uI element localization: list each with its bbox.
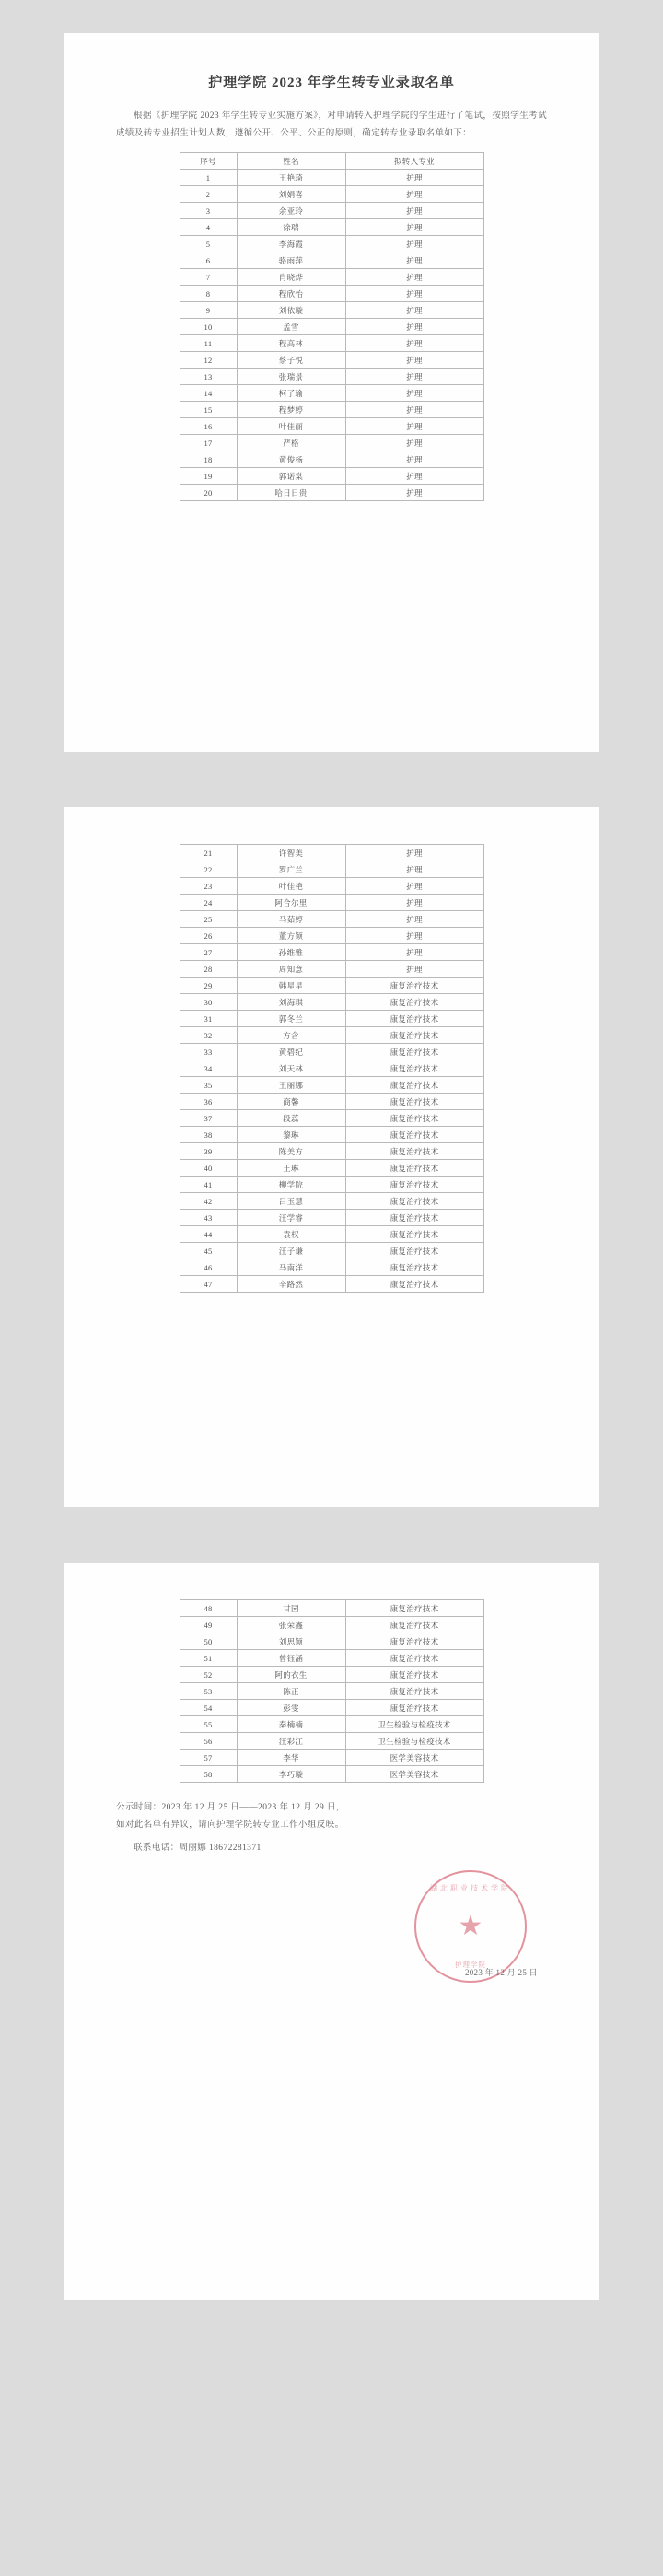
cell-no: 4	[180, 219, 237, 236]
cell-no: 40	[180, 1160, 237, 1177]
cell-no: 48	[180, 1600, 237, 1617]
table-row	[180, 302, 483, 319]
cell-no: 33	[180, 1044, 237, 1060]
cell-major: 康复治疗技术	[345, 1600, 483, 1617]
cell-major: 护理	[345, 845, 483, 861]
cell-name: 程梦婷	[237, 402, 345, 418]
cell-name: 董方颖	[237, 928, 345, 944]
cell-no: 8	[180, 286, 237, 302]
cell-no: 44	[180, 1226, 237, 1243]
roster-table-page-1	[180, 152, 484, 501]
roster-body-page-3	[180, 1600, 483, 1783]
cell-name: 程高林	[237, 335, 345, 352]
cell-no: 26	[180, 928, 237, 944]
table-row	[180, 1733, 483, 1750]
table-row	[180, 1060, 483, 1077]
cell-no: 2	[180, 186, 237, 203]
cell-no: 15	[180, 402, 237, 418]
contact-line: 联系电话：周丽娜 18672281371	[134, 1844, 262, 1853]
table-row	[180, 485, 483, 501]
cell-major: 康复治疗技术	[345, 1143, 483, 1160]
cell-name: 秦楠楠	[237, 1716, 345, 1733]
table-row	[180, 1683, 483, 1700]
cell-major: 护理	[345, 352, 483, 369]
cell-major: 护理	[345, 236, 483, 252]
table-row	[180, 1750, 483, 1766]
cell-major: 护理	[345, 861, 483, 878]
cell-name: 孙维雅	[237, 944, 345, 961]
cell-major: 护理	[345, 944, 483, 961]
cell-major: 康复治疗技术	[345, 1276, 483, 1293]
cell-no: 45	[180, 1243, 237, 1259]
table-row	[180, 1716, 483, 1733]
footer-note	[116, 1799, 547, 1857]
cell-name: 甘园	[237, 1600, 345, 1617]
cell-name: 孟雪	[237, 319, 345, 335]
cell-major: 护理	[345, 369, 483, 385]
cell-name: 柯了瑜	[237, 385, 345, 402]
roster-body-page-1	[180, 170, 483, 501]
cell-name: 刘思颖	[237, 1633, 345, 1650]
table-row	[180, 1094, 483, 1110]
table-row	[180, 1077, 483, 1094]
document-page-1	[64, 33, 599, 752]
cell-major: 康复治疗技术	[345, 1633, 483, 1650]
table-header-row	[180, 153, 483, 170]
table-row	[180, 286, 483, 302]
cell-name: 肖晓烨	[237, 269, 345, 286]
cell-no: 12	[180, 352, 237, 369]
cell-no: 25	[180, 911, 237, 928]
cell-name: 陈正	[237, 1683, 345, 1700]
cell-major: 护理	[345, 402, 483, 418]
table-row	[180, 186, 483, 203]
table-row	[180, 1226, 483, 1243]
cell-major: 康复治疗技术	[345, 1193, 483, 1210]
cell-no: 21	[180, 845, 237, 861]
cell-major: 医学美容技术	[345, 1766, 483, 1783]
cell-no: 14	[180, 385, 237, 402]
cell-no: 37	[180, 1110, 237, 1127]
seal-area	[116, 1857, 547, 1996]
cell-no: 56	[180, 1733, 237, 1750]
cell-name: 马茹婷	[237, 911, 345, 928]
cell-name: 徐瑞	[237, 219, 345, 236]
cell-major: 康复治疗技术	[345, 1011, 483, 1027]
seal-top-text: 湖北职业技术学院	[430, 1884, 511, 1892]
cell-no: 55	[180, 1716, 237, 1733]
cell-name: 李华	[237, 1750, 345, 1766]
table-row	[180, 1600, 483, 1617]
table-row	[180, 944, 483, 961]
table-row	[180, 451, 483, 468]
table-row	[180, 1700, 483, 1716]
cell-no: 24	[180, 895, 237, 911]
cell-name: 柳学院	[237, 1177, 345, 1193]
cell-major: 卫生检验与检疫技术	[345, 1716, 483, 1733]
cell-major: 护理	[345, 928, 483, 944]
cell-no: 58	[180, 1766, 237, 1783]
table-row	[180, 1110, 483, 1127]
cell-no: 9	[180, 302, 237, 319]
cell-name: 黎琳	[237, 1127, 345, 1143]
table-row	[180, 385, 483, 402]
cell-name: 汪学睿	[237, 1210, 345, 1226]
cell-major: 卫生检验与检疫技术	[345, 1733, 483, 1750]
cell-major: 护理	[345, 435, 483, 451]
cell-no: 27	[180, 944, 237, 961]
table-row	[180, 402, 483, 418]
table-row	[180, 878, 483, 895]
roster-table-page-2	[180, 844, 484, 1293]
cell-major: 康复治疗技术	[345, 978, 483, 994]
table-row	[180, 845, 483, 861]
cell-name: 马南洋	[237, 1259, 345, 1276]
cell-name: 李海霞	[237, 236, 345, 252]
document-page-3	[64, 1563, 599, 2300]
cell-major: 护理	[345, 878, 483, 895]
table-row	[180, 219, 483, 236]
cell-name: 李巧璇	[237, 1766, 345, 1783]
cell-major: 康复治疗技术	[345, 1077, 483, 1094]
table-row	[180, 1177, 483, 1193]
cell-no: 10	[180, 319, 237, 335]
cell-name: 汪子谦	[237, 1243, 345, 1259]
table-row	[180, 928, 483, 944]
cell-no: 31	[180, 1011, 237, 1027]
table-row	[180, 170, 483, 186]
column-header-no: 序号	[180, 153, 237, 170]
cell-major: 康复治疗技术	[345, 1683, 483, 1700]
cell-no: 51	[180, 1650, 237, 1667]
cell-no: 42	[180, 1193, 237, 1210]
cell-name: 刘天林	[237, 1060, 345, 1077]
cell-no: 57	[180, 1750, 237, 1766]
cell-no: 29	[180, 978, 237, 994]
cell-no: 47	[180, 1276, 237, 1293]
cell-major: 护理	[345, 219, 483, 236]
cell-major: 护理	[345, 451, 483, 468]
cell-no: 16	[180, 418, 237, 435]
cell-no: 11	[180, 335, 237, 352]
cell-major: 康复治疗技术	[345, 1044, 483, 1060]
cell-major: 康复治疗技术	[345, 1650, 483, 1667]
cell-major: 护理	[345, 319, 483, 335]
cell-no: 23	[180, 878, 237, 895]
cell-major: 康复治疗技术	[345, 1667, 483, 1683]
cell-major: 护理	[345, 485, 483, 501]
cell-no: 52	[180, 1667, 237, 1683]
cell-no: 32	[180, 1027, 237, 1044]
table-row	[180, 1160, 483, 1177]
cell-name: 张瑞景	[237, 369, 345, 385]
cell-name: 吕玉慧	[237, 1193, 345, 1210]
table-row	[180, 1127, 483, 1143]
cell-no: 49	[180, 1617, 237, 1633]
cell-name: 郭冬兰	[237, 1011, 345, 1027]
seal-date: 2023 年 12 月 25 日	[464, 1968, 538, 1977]
table-row	[180, 352, 483, 369]
cell-no: 7	[180, 269, 237, 286]
cell-major: 康复治疗技术	[345, 1127, 483, 1143]
table-row	[180, 1259, 483, 1276]
seal-bottom-text: 护理学院	[455, 1961, 486, 1969]
cell-major: 护理	[345, 911, 483, 928]
cell-major: 康复治疗技术	[345, 1226, 483, 1243]
cell-major: 护理	[345, 302, 483, 319]
cell-major: 医学美容技术	[345, 1750, 483, 1766]
cell-name: 罗广兰	[237, 861, 345, 878]
cell-no: 50	[180, 1633, 237, 1650]
cell-no: 54	[180, 1700, 237, 1716]
cell-no: 1	[180, 170, 237, 186]
table-row	[180, 468, 483, 485]
cell-no: 6	[180, 252, 237, 269]
cell-name: 许智美	[237, 845, 345, 861]
document-page-2	[64, 807, 599, 1507]
table-row	[180, 1027, 483, 1044]
cell-major: 护理	[345, 286, 483, 302]
table-row	[180, 203, 483, 219]
table-row	[180, 1011, 483, 1027]
cell-no: 3	[180, 203, 237, 219]
cell-name: 黄俊杨	[237, 451, 345, 468]
cell-name: 王艳琦	[237, 170, 345, 186]
cell-name: 辛路然	[237, 1276, 345, 1293]
table-row	[180, 961, 483, 978]
table-row	[180, 435, 483, 451]
cell-no: 53	[180, 1683, 237, 1700]
cell-name: 程欣怡	[237, 286, 345, 302]
cell-name: 周知意	[237, 961, 345, 978]
table-row	[180, 269, 483, 286]
table-row	[180, 1044, 483, 1060]
cell-major: 护理	[345, 468, 483, 485]
table-row	[180, 911, 483, 928]
table-row	[180, 369, 483, 385]
cell-no: 38	[180, 1127, 237, 1143]
cell-major: 护理	[345, 418, 483, 435]
cell-name: 刘娟喜	[237, 186, 345, 203]
cell-name: 汪彩江	[237, 1733, 345, 1750]
cell-major: 护理	[345, 335, 483, 352]
cell-no: 30	[180, 994, 237, 1011]
cell-name: 严格	[237, 435, 345, 451]
cell-no: 36	[180, 1094, 237, 1110]
cell-major: 康复治疗技术	[345, 1160, 483, 1177]
notice-line-2: 如对此名单有异议，请向护理学院转专业工作小组反映。	[116, 1821, 344, 1830]
table-row	[180, 1650, 483, 1667]
column-header-name: 姓名	[237, 153, 345, 170]
cell-no: 28	[180, 961, 237, 978]
table-row	[180, 1143, 483, 1160]
cell-major: 护理	[345, 895, 483, 911]
table-row	[180, 252, 483, 269]
table-row	[180, 319, 483, 335]
cell-name: 王丽娜	[237, 1077, 345, 1094]
table-row	[180, 978, 483, 994]
cell-name: 余亚玲	[237, 203, 345, 219]
cell-name: 叶佳艳	[237, 878, 345, 895]
cell-no: 20	[180, 485, 237, 501]
table-row	[180, 335, 483, 352]
cell-name: 方含	[237, 1027, 345, 1044]
table-row	[180, 418, 483, 435]
cell-major: 护理	[345, 269, 483, 286]
cell-name: 陈美方	[237, 1143, 345, 1160]
cell-name: 刘依璇	[237, 302, 345, 319]
cell-name: 曾钰涵	[237, 1650, 345, 1667]
cell-major: 护理	[345, 186, 483, 203]
cell-no: 43	[180, 1210, 237, 1226]
cell-major: 康复治疗技术	[345, 1243, 483, 1259]
seal-star-icon: ★	[458, 1911, 483, 1941]
cell-major: 护理	[345, 252, 483, 269]
cell-name: 阿的衣生	[237, 1667, 345, 1683]
table-row	[180, 1633, 483, 1650]
roster-body-page-2	[180, 845, 483, 1293]
cell-no: 5	[180, 236, 237, 252]
cell-name: 张荣鑫	[237, 1617, 345, 1633]
cell-major: 康复治疗技术	[345, 1700, 483, 1716]
cell-major: 康复治疗技术	[345, 1617, 483, 1633]
cell-name: 蔡子悦	[237, 352, 345, 369]
table-row	[180, 1766, 483, 1783]
cell-name: 袁权	[237, 1226, 345, 1243]
column-header-major: 拟转入专业	[345, 153, 483, 170]
table-row	[180, 1210, 483, 1226]
cell-no: 17	[180, 435, 237, 451]
cell-name: 彭雯	[237, 1700, 345, 1716]
table-row	[180, 1276, 483, 1293]
cell-name: 黄碧纪	[237, 1044, 345, 1060]
cell-no: 19	[180, 468, 237, 485]
cell-no: 46	[180, 1259, 237, 1276]
cell-major: 康复治疗技术	[345, 1177, 483, 1193]
cell-no: 22	[180, 861, 237, 878]
cell-name: 王琳	[237, 1160, 345, 1177]
cell-major: 康复治疗技术	[345, 1060, 483, 1077]
cell-major: 护理	[345, 170, 483, 186]
cell-name: 叶佳丽	[237, 418, 345, 435]
cell-major: 康复治疗技术	[345, 1259, 483, 1276]
cell-no: 35	[180, 1077, 237, 1094]
cell-no: 34	[180, 1060, 237, 1077]
cell-major: 护理	[345, 203, 483, 219]
table-row	[180, 1617, 483, 1633]
cell-no: 39	[180, 1143, 237, 1160]
page-title: 护理学院 2023 年学生转专业录取名单	[208, 76, 455, 90]
cell-name: 段蕊	[237, 1110, 345, 1127]
roster-table-page-3	[180, 1599, 484, 1783]
intro-paragraph: 根据《护理学院 2023 年学生转专业实施方案》，对申请转入护理学院的学生进行了笔试，按照学生考试成绩及转专业招生计划人数，遵循公开、公平、公正的原则，确定转专业录取名单如下：	[116, 111, 547, 138]
cell-name: 哈日日贵	[237, 485, 345, 501]
table-row	[180, 895, 483, 911]
notice-line-1: 公示时间：2023 年 12 月 25 日——2023 年 12 月 29 日，	[116, 1803, 345, 1812]
cell-no: 41	[180, 1177, 237, 1193]
table-row	[180, 861, 483, 878]
cell-no: 13	[180, 369, 237, 385]
cell-name: 商馨	[237, 1094, 345, 1110]
cell-name: 骆雨萍	[237, 252, 345, 269]
cell-major: 康复治疗技术	[345, 1094, 483, 1110]
cell-no: 18	[180, 451, 237, 468]
table-row	[180, 1243, 483, 1259]
cell-major: 康复治疗技术	[345, 994, 483, 1011]
cell-name: 郭诺棠	[237, 468, 345, 485]
table-row	[180, 1193, 483, 1210]
cell-major: 康复治疗技术	[345, 1027, 483, 1044]
table-row	[180, 236, 483, 252]
cell-name: 刘海琪	[237, 994, 345, 1011]
cell-major: 康复治疗技术	[345, 1110, 483, 1127]
cell-name: 韩星星	[237, 978, 345, 994]
table-row	[180, 994, 483, 1011]
cell-major: 护理	[345, 961, 483, 978]
cell-name: 阿合尔里	[237, 895, 345, 911]
cell-major: 康复治疗技术	[345, 1210, 483, 1226]
table-row	[180, 1667, 483, 1683]
cell-major: 护理	[345, 385, 483, 402]
